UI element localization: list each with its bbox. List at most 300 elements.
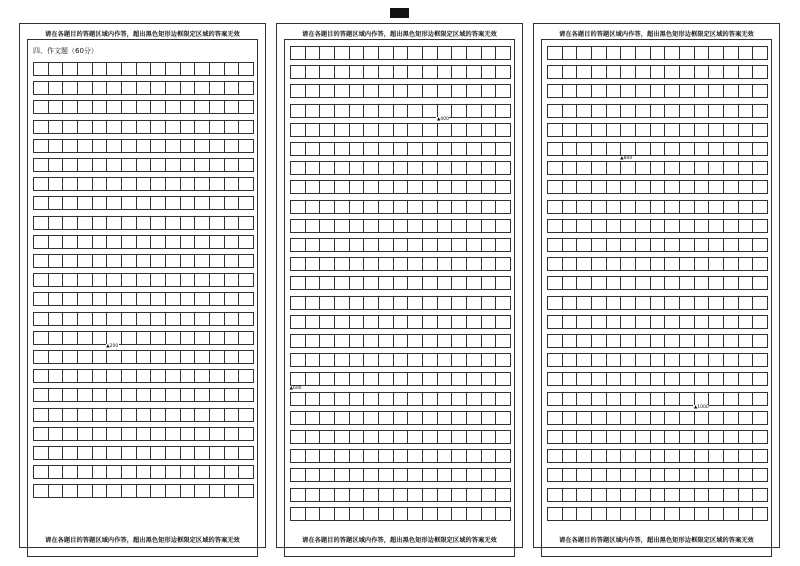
grid-cell[interactable] [739, 393, 754, 405]
grid-cell[interactable] [548, 124, 563, 136]
grid-cell[interactable] [621, 412, 636, 424]
grid-cell[interactable] [364, 239, 379, 251]
grid-cell[interactable] [621, 354, 636, 366]
grid-cell[interactable] [78, 236, 93, 248]
grid-cell[interactable] [394, 393, 409, 405]
grid-cell[interactable] [482, 85, 497, 97]
grid-cell[interactable] [239, 447, 253, 459]
grid-cell[interactable] [621, 239, 636, 251]
grid-cell[interactable] [137, 63, 152, 75]
grid-cell[interactable] [306, 316, 321, 328]
grid-cell[interactable] [151, 409, 166, 421]
grid-cell[interactable] [739, 66, 754, 78]
grid-cell[interactable] [34, 178, 49, 190]
grid-cell[interactable] [350, 66, 365, 78]
grid-cell[interactable] [291, 105, 306, 117]
grid-cell[interactable] [239, 332, 253, 344]
grid-cell[interactable] [122, 82, 137, 94]
grid-cell[interactable] [438, 239, 453, 251]
grid-cell[interactable] [306, 143, 321, 155]
grid-cell[interactable] [709, 354, 724, 366]
grid-cell[interactable] [320, 508, 335, 520]
grid-cell[interactable] [665, 469, 680, 481]
grid-cell[interactable] [166, 313, 181, 325]
grid-cell[interactable] [636, 258, 651, 270]
grid-cell[interactable] [93, 389, 108, 401]
grid-cell[interactable] [651, 373, 666, 385]
grid-cell[interactable] [636, 66, 651, 78]
grid-cell[interactable] [724, 297, 739, 309]
grid-cell[interactable] [181, 236, 196, 248]
grid-cell[interactable] [563, 297, 578, 309]
grid-cell[interactable] [350, 373, 365, 385]
grid-cell[interactable] [607, 354, 622, 366]
grid-cell[interactable] [607, 220, 622, 232]
grid-cell[interactable] [379, 85, 394, 97]
grid-cell[interactable] [452, 373, 467, 385]
grid-cell[interactable] [306, 181, 321, 193]
grid-cell[interactable] [467, 335, 482, 347]
grid-cell[interactable] [195, 255, 210, 267]
grid-cell[interactable] [394, 277, 409, 289]
grid-cell[interactable] [306, 258, 321, 270]
grid-cell[interactable] [306, 508, 321, 520]
grid-cell[interactable] [291, 258, 306, 270]
grid-cell[interactable] [739, 258, 754, 270]
grid-cell[interactable] [621, 181, 636, 193]
grid-cell[interactable] [607, 277, 622, 289]
grid-cell[interactable] [467, 297, 482, 309]
grid-cell[interactable] [592, 297, 607, 309]
grid-cell[interactable] [680, 393, 695, 405]
grid-cell[interactable] [563, 220, 578, 232]
grid-cell[interactable] [49, 409, 64, 421]
grid-cell[interactable] [438, 105, 453, 117]
grid-cell[interactable] [452, 239, 467, 251]
grid-cell[interactable] [166, 101, 181, 113]
grid-cell[interactable] [364, 105, 379, 117]
grid-cell[interactable] [166, 197, 181, 209]
grid-cell[interactable] [306, 412, 321, 424]
grid-cell[interactable] [709, 162, 724, 174]
grid-cell[interactable] [239, 370, 253, 382]
grid-cell[interactable] [695, 239, 710, 251]
grid-cell[interactable] [166, 63, 181, 75]
grid-cell[interactable] [724, 162, 739, 174]
grid-cell[interactable] [496, 297, 510, 309]
grid-cell[interactable] [452, 489, 467, 501]
grid-cell[interactable] [335, 143, 350, 155]
grid-cell[interactable] [665, 162, 680, 174]
grid-cell[interactable] [34, 293, 49, 305]
grid-cell[interactable] [166, 140, 181, 152]
grid-cell[interactable] [350, 277, 365, 289]
grid-cell[interactable] [78, 140, 93, 152]
grid-cell[interactable] [151, 140, 166, 152]
grid-cell[interactable] [320, 220, 335, 232]
grid-cell[interactable] [577, 354, 592, 366]
grid-cell[interactable] [753, 450, 767, 462]
grid-cell[interactable] [680, 162, 695, 174]
grid-cell[interactable] [563, 508, 578, 520]
grid-cell[interactable] [452, 316, 467, 328]
grid-cell[interactable] [452, 277, 467, 289]
grid-cell[interactable] [239, 389, 253, 401]
grid-cell[interactable] [34, 236, 49, 248]
grid-cell[interactable] [695, 335, 710, 347]
grid-cell[interactable] [49, 159, 64, 171]
grid-cell[interactable] [291, 85, 306, 97]
grid-cell[interactable] [438, 335, 453, 347]
grid-cell[interactable] [210, 236, 225, 248]
grid-cell[interactable] [107, 197, 122, 209]
grid-cell[interactable] [394, 412, 409, 424]
grid-cell[interactable] [364, 335, 379, 347]
grid-cell[interactable] [379, 66, 394, 78]
grid-cell[interactable] [423, 354, 438, 366]
grid-cell[interactable] [577, 297, 592, 309]
grid-cell[interactable] [739, 220, 754, 232]
grid-cell[interactable] [210, 351, 225, 363]
grid-cell[interactable] [482, 450, 497, 462]
grid-cell[interactable] [34, 101, 49, 113]
grid-cell[interactable] [151, 101, 166, 113]
grid-cell[interactable] [93, 409, 108, 421]
grid-cell[interactable] [709, 85, 724, 97]
grid-cell[interactable] [93, 447, 108, 459]
grid-cell[interactable] [181, 409, 196, 421]
grid-cell[interactable] [592, 431, 607, 443]
grid-cell[interactable] [93, 255, 108, 267]
grid-cell[interactable] [408, 143, 423, 155]
grid-cell[interactable] [709, 105, 724, 117]
grid-cell[interactable] [34, 485, 49, 497]
grid-cell[interactable] [665, 373, 680, 385]
grid-cell[interactable] [137, 313, 152, 325]
grid-cell[interactable] [680, 335, 695, 347]
grid-cell[interactable] [364, 508, 379, 520]
grid-cell[interactable] [423, 297, 438, 309]
grid-cell[interactable] [496, 508, 510, 520]
grid-cell[interactable] [680, 258, 695, 270]
grid-cell[interactable] [607, 393, 622, 405]
grid-cell[interactable] [753, 354, 767, 366]
grid-cell[interactable] [592, 162, 607, 174]
grid-cell[interactable] [438, 431, 453, 443]
grid-cell[interactable] [496, 393, 510, 405]
grid-cell[interactable] [753, 162, 767, 174]
grid-cell[interactable] [739, 412, 754, 424]
grid-cell[interactable] [320, 335, 335, 347]
grid-cell[interactable] [636, 354, 651, 366]
grid-cell[interactable] [665, 489, 680, 501]
grid-cell[interactable] [739, 489, 754, 501]
grid-cell[interactable] [394, 431, 409, 443]
grid-cell[interactable] [408, 277, 423, 289]
grid-cell[interactable] [137, 351, 152, 363]
grid-cell[interactable] [636, 277, 651, 289]
grid-cell[interactable] [408, 124, 423, 136]
grid-cell[interactable] [739, 431, 754, 443]
grid-cell[interactable] [151, 428, 166, 440]
grid-cell[interactable] [335, 239, 350, 251]
grid-cell[interactable] [548, 143, 563, 155]
grid-cell[interactable] [122, 178, 137, 190]
grid-cell[interactable] [709, 277, 724, 289]
grid-cell[interactable] [166, 332, 181, 344]
grid-cell[interactable] [482, 277, 497, 289]
grid-cell[interactable] [651, 143, 666, 155]
grid-cell[interactable] [78, 159, 93, 171]
grid-cell[interactable] [291, 47, 306, 59]
grid-cell[interactable] [680, 508, 695, 520]
grid-cell[interactable] [680, 47, 695, 59]
grid-cell[interactable] [636, 239, 651, 251]
grid-cell[interactable] [467, 508, 482, 520]
grid-cell[interactable] [438, 316, 453, 328]
grid-cell[interactable] [181, 82, 196, 94]
grid-cell[interactable] [394, 508, 409, 520]
grid-cell[interactable] [607, 201, 622, 213]
grid-cell[interactable] [709, 124, 724, 136]
grid-cell[interactable] [753, 220, 767, 232]
grid-cell[interactable] [394, 239, 409, 251]
grid-cell[interactable] [350, 297, 365, 309]
grid-cell[interactable] [34, 389, 49, 401]
grid-cell[interactable] [320, 277, 335, 289]
grid-cell[interactable] [350, 335, 365, 347]
grid-cell[interactable] [210, 197, 225, 209]
grid-cell[interactable] [753, 124, 767, 136]
grid-cell[interactable] [438, 373, 453, 385]
grid-cell[interactable] [239, 121, 253, 133]
grid-cell[interactable] [636, 297, 651, 309]
grid-cell[interactable] [320, 297, 335, 309]
grid-cell[interactable] [467, 354, 482, 366]
grid-cell[interactable] [291, 450, 306, 462]
grid-cell[interactable] [93, 159, 108, 171]
grid-cell[interactable] [225, 82, 240, 94]
grid-cell[interactable] [225, 389, 240, 401]
grid-cell[interactable] [482, 258, 497, 270]
grid-cell[interactable] [34, 313, 49, 325]
grid-cell[interactable] [93, 274, 108, 286]
grid-cell[interactable] [452, 393, 467, 405]
grid-cell[interactable] [709, 393, 724, 405]
grid-cell[interactable] [49, 466, 64, 478]
grid-cell[interactable] [107, 409, 122, 421]
grid-cell[interactable] [239, 409, 253, 421]
grid-cell[interactable] [563, 181, 578, 193]
grid-cell[interactable] [306, 85, 321, 97]
grid-cell[interactable] [394, 143, 409, 155]
grid-cell[interactable] [680, 297, 695, 309]
grid-cell[interactable] [63, 274, 78, 286]
grid-cell[interactable] [592, 239, 607, 251]
grid-cell[interactable] [695, 450, 710, 462]
grid-cell[interactable] [482, 220, 497, 232]
grid-cell[interactable] [335, 335, 350, 347]
grid-cell[interactable] [665, 508, 680, 520]
grid-cell[interactable] [577, 412, 592, 424]
grid-cell[interactable] [709, 316, 724, 328]
grid-cell[interactable] [607, 124, 622, 136]
grid-cell[interactable] [636, 335, 651, 347]
grid-cell[interactable] [364, 124, 379, 136]
grid-cell[interactable] [695, 277, 710, 289]
grid-cell[interactable] [592, 335, 607, 347]
grid-cell[interactable] [607, 105, 622, 117]
grid-cell[interactable] [181, 178, 196, 190]
grid-cell[interactable] [63, 101, 78, 113]
grid-cell[interactable] [195, 217, 210, 229]
grid-cell[interactable] [592, 412, 607, 424]
grid-cell[interactable] [423, 393, 438, 405]
grid-cell[interactable] [577, 181, 592, 193]
grid-cell[interactable] [195, 332, 210, 344]
grid-cell[interactable] [577, 373, 592, 385]
grid-cell[interactable] [195, 428, 210, 440]
grid-cell[interactable] [651, 201, 666, 213]
grid-cell[interactable] [34, 466, 49, 478]
grid-cell[interactable] [438, 508, 453, 520]
grid-cell[interactable] [577, 335, 592, 347]
grid-cell[interactable] [577, 508, 592, 520]
grid-cell[interactable] [63, 236, 78, 248]
grid-cell[interactable] [291, 201, 306, 213]
grid-cell[interactable] [709, 297, 724, 309]
grid-cell[interactable] [680, 431, 695, 443]
grid-cell[interactable] [320, 393, 335, 405]
grid-cell[interactable] [306, 162, 321, 174]
grid-cell[interactable] [181, 63, 196, 75]
grid-cell[interactable] [739, 85, 754, 97]
grid-cell[interactable] [34, 82, 49, 94]
grid-cell[interactable] [291, 316, 306, 328]
grid-cell[interactable] [577, 201, 592, 213]
grid-cell[interactable] [225, 101, 240, 113]
grid-cell[interactable] [467, 258, 482, 270]
grid-cell[interactable] [548, 258, 563, 270]
grid-cell[interactable] [122, 255, 137, 267]
grid-cell[interactable] [724, 85, 739, 97]
grid-cell[interactable] [379, 450, 394, 462]
grid-cell[interactable] [239, 293, 253, 305]
grid-cell[interactable] [724, 469, 739, 481]
grid-cell[interactable] [320, 469, 335, 481]
grid-cell[interactable] [592, 277, 607, 289]
grid-cell[interactable] [166, 255, 181, 267]
grid-cell[interactable] [651, 297, 666, 309]
grid-cell[interactable] [753, 66, 767, 78]
grid-cell[interactable] [423, 85, 438, 97]
grid-cell[interactable] [364, 162, 379, 174]
grid-cell[interactable] [63, 351, 78, 363]
grid-cell[interactable] [63, 178, 78, 190]
grid-cell[interactable] [482, 489, 497, 501]
grid-cell[interactable] [210, 409, 225, 421]
grid-cell[interactable] [709, 431, 724, 443]
grid-cell[interactable] [695, 508, 710, 520]
grid-cell[interactable] [651, 412, 666, 424]
grid-cell[interactable] [107, 121, 122, 133]
grid-cell[interactable] [438, 124, 453, 136]
grid-cell[interactable] [379, 47, 394, 59]
grid-cell[interactable] [548, 297, 563, 309]
grid-cell[interactable] [239, 217, 253, 229]
grid-cell[interactable] [122, 217, 137, 229]
grid-cell[interactable] [621, 105, 636, 117]
grid-cell[interactable] [379, 258, 394, 270]
grid-cell[interactable] [166, 121, 181, 133]
grid-cell[interactable] [577, 105, 592, 117]
grid-cell[interactable] [423, 66, 438, 78]
grid-cell[interactable] [34, 255, 49, 267]
grid-cell[interactable] [709, 450, 724, 462]
grid-cell[interactable] [621, 220, 636, 232]
grid-cell[interactable] [93, 428, 108, 440]
grid-cell[interactable] [423, 469, 438, 481]
grid-cell[interactable] [320, 489, 335, 501]
grid-cell[interactable] [379, 354, 394, 366]
grid-cell[interactable] [753, 181, 767, 193]
grid-cell[interactable] [665, 431, 680, 443]
grid-cell[interactable] [577, 277, 592, 289]
grid-cell[interactable] [350, 124, 365, 136]
grid-cell[interactable] [335, 450, 350, 462]
grid-cell[interactable] [724, 393, 739, 405]
grid-cell[interactable] [49, 447, 64, 459]
grid-cell[interactable] [107, 140, 122, 152]
grid-cell[interactable] [350, 47, 365, 59]
grid-cell[interactable] [49, 370, 64, 382]
grid-cell[interactable] [592, 220, 607, 232]
grid-cell[interactable] [350, 258, 365, 270]
grid-cell[interactable] [438, 277, 453, 289]
grid-cell[interactable] [724, 508, 739, 520]
grid-cell[interactable] [621, 489, 636, 501]
grid-cell[interactable] [137, 121, 152, 133]
grid-cell[interactable] [438, 412, 453, 424]
grid-cell[interactable] [239, 197, 253, 209]
grid-cell[interactable] [151, 389, 166, 401]
grid-cell[interactable] [93, 293, 108, 305]
grid-cell[interactable] [482, 66, 497, 78]
grid-cell[interactable] [482, 297, 497, 309]
grid-cell[interactable] [548, 220, 563, 232]
grid-cell[interactable] [107, 236, 122, 248]
grid-cell[interactable] [408, 431, 423, 443]
grid-cell[interactable] [151, 370, 166, 382]
grid-cell[interactable] [548, 66, 563, 78]
grid-cell[interactable] [335, 431, 350, 443]
grid-cell[interactable] [680, 201, 695, 213]
grid-cell[interactable] [724, 431, 739, 443]
grid-cell[interactable] [122, 351, 137, 363]
grid-cell[interactable] [695, 181, 710, 193]
grid-cell[interactable] [181, 255, 196, 267]
grid-cell[interactable] [636, 412, 651, 424]
grid-cell[interactable] [63, 370, 78, 382]
grid-cell[interactable] [724, 316, 739, 328]
grid-cell[interactable] [93, 332, 108, 344]
grid-cell[interactable] [350, 489, 365, 501]
grid-cell[interactable] [364, 47, 379, 59]
grid-cell[interactable] [423, 508, 438, 520]
grid-cell[interactable] [49, 255, 64, 267]
grid-cell[interactable] [93, 197, 108, 209]
grid-cell[interactable] [563, 489, 578, 501]
